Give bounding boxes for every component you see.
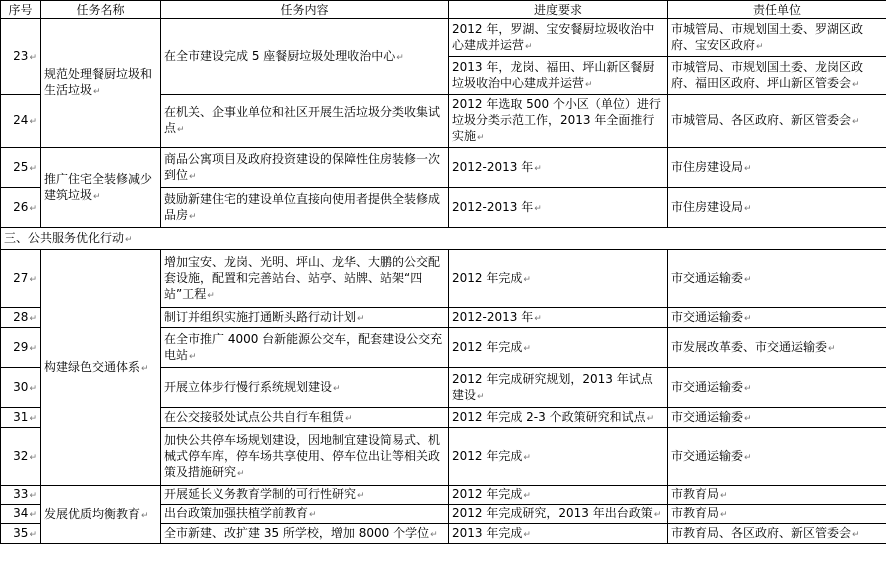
unit-cell: 市住房建设局↵	[668, 148, 886, 188]
header-row	[1, 1, 886, 19]
unit-cell: 市教育局↵	[668, 486, 886, 505]
progress-cell: 2012 年完成↵	[449, 250, 668, 308]
task-name-cell: 推广住宅全装修减少建筑垃圾↵	[41, 148, 161, 228]
progress-cell: 2012 年，罗湖、宝安餐厨垃圾收治中心建成并运营↵	[449, 19, 668, 57]
table-row	[1, 19, 886, 57]
progress-cell: 2012 年完成研究，2013 年出台政策↵	[449, 505, 668, 524]
section-title: 三、公共服务优化行动↵	[1, 228, 886, 250]
row-number: 27↵	[1, 250, 41, 308]
row-number: 35↵	[1, 524, 41, 544]
progress-cell: 2012 年完成研究规划，2013 年试点建设↵	[449, 368, 668, 408]
task-content-cell: 增加宝安、龙岗、光明、坪山、龙华、大鹏的公交配套设施，配置和完善站台、站亭、站牌、站架“四站”工程↵	[161, 250, 449, 308]
task-content-cell: 在公交接驳处试点公共自行车租赁↵	[161, 408, 449, 428]
row-number: 28↵	[1, 308, 41, 328]
progress-cell: 2012 年完成↵	[449, 428, 668, 486]
progress-cell: 2012 年完成↵	[449, 328, 668, 368]
unit-cell: 市交通运输委↵	[668, 368, 886, 408]
section-row	[1, 228, 886, 250]
task-content-cell: 鼓励新建住宅的建设单位直接向使用者提供全装修成品房↵	[161, 188, 449, 228]
task-name-cell: 规范处理餐厨垃圾和生活垃圾↵	[41, 19, 161, 148]
row-number: 29↵	[1, 328, 41, 368]
task-name-cell: 发展优质均衡教育↵	[41, 486, 161, 544]
progress-cell: 2012 年完成 2-3 个政策研究和试点↵	[449, 408, 668, 428]
task-content-cell: 全市新建、改扩建 35 所学校，增加 8000 个学位↵	[161, 524, 449, 544]
task-content-cell: 出台政策加强扶植学前教育↵	[161, 505, 449, 524]
table-row	[1, 250, 886, 308]
task-content-cell: 开展延长义务教育学制的可行性研究↵	[161, 486, 449, 505]
row-number: 32↵	[1, 428, 41, 486]
unit-cell: 市交通运输委↵	[668, 250, 886, 308]
header-task-content: 任务内容	[161, 1, 449, 19]
task-content-cell: 加快公共停车场规划建设，因地制宜建设简易式、机械式停车库，停车场共享使用、停车位出让等相关政策及措施研究↵	[161, 428, 449, 486]
task-content-cell: 开展立体步行慢行系统规划建设↵	[161, 368, 449, 408]
unit-cell: 市住房建设局↵	[668, 188, 886, 228]
row-number: 30↵	[1, 368, 41, 408]
progress-cell: 2012 年完成↵	[449, 486, 668, 505]
row-number: 24↵	[1, 95, 41, 148]
unit-cell: 市城管局、市规划国土委、罗湖区政府、宝安区政府↵	[668, 19, 886, 57]
header-num: 序号	[1, 1, 41, 19]
unit-cell: 市城管局、各区政府、新区管委会↵	[668, 95, 886, 148]
row-number: 33↵	[1, 486, 41, 505]
progress-cell: 2012-2013 年↵	[449, 308, 668, 328]
progress-cell: 2012 年选取 500 个小区（单位）进行垃圾分类示范工作，2013 年全面推行实施↵	[449, 95, 668, 148]
task-content-cell: 制订并组织实施打通断头路行动计划↵	[161, 308, 449, 328]
header-progress: 进度要求	[449, 1, 668, 19]
row-number: 23↵	[1, 19, 41, 95]
row-number: 31↵	[1, 408, 41, 428]
unit-cell: 市交通运输委↵	[668, 408, 886, 428]
row-number: 34↵	[1, 505, 41, 524]
progress-cell: 2012-2013 年↵	[449, 148, 668, 188]
progress-cell: 2013 年完成↵	[449, 524, 668, 544]
task-content-cell: 商品公寓项目及政府投资建设的保障性住房装修一次到位↵	[161, 148, 449, 188]
unit-cell: 市教育局↵	[668, 505, 886, 524]
row-number: 25↵	[1, 148, 41, 188]
header-task-name: 任务名称	[41, 1, 161, 19]
task-content-cell: 在全市建设完成 5 座餐厨垃圾处理收治中心↵	[161, 19, 449, 95]
unit-cell: 市城管局、市规划国土委、龙岗区政府、福田区政府、坪山新区管委会↵	[668, 57, 886, 95]
unit-cell: 市教育局、各区政府、新区管委会↵	[668, 524, 886, 544]
row-number: 26↵	[1, 188, 41, 228]
task-name-cell: 构建绿色交通体系↵	[41, 250, 161, 486]
table-row	[1, 486, 886, 505]
table-row	[1, 148, 886, 188]
unit-cell: 市交通运输委↵	[668, 308, 886, 328]
progress-cell: 2012-2013 年↵	[449, 188, 668, 228]
unit-cell: 市发展改革委、市交通运输委↵	[668, 328, 886, 368]
unit-cell: 市交通运输委↵	[668, 428, 886, 486]
task-content-cell: 在全市推广 4000 台新能源公交车，配套建设公交充电站↵	[161, 328, 449, 368]
progress-cell: 2013 年，龙岗、福田、坪山新区餐厨垃圾收治中心建成并运营↵	[449, 57, 668, 95]
task-content-cell: 在机关、企事业单位和社区开展生活垃圾分类收集试点↵	[161, 95, 449, 148]
header-responsible-unit: 责任单位	[668, 1, 886, 19]
